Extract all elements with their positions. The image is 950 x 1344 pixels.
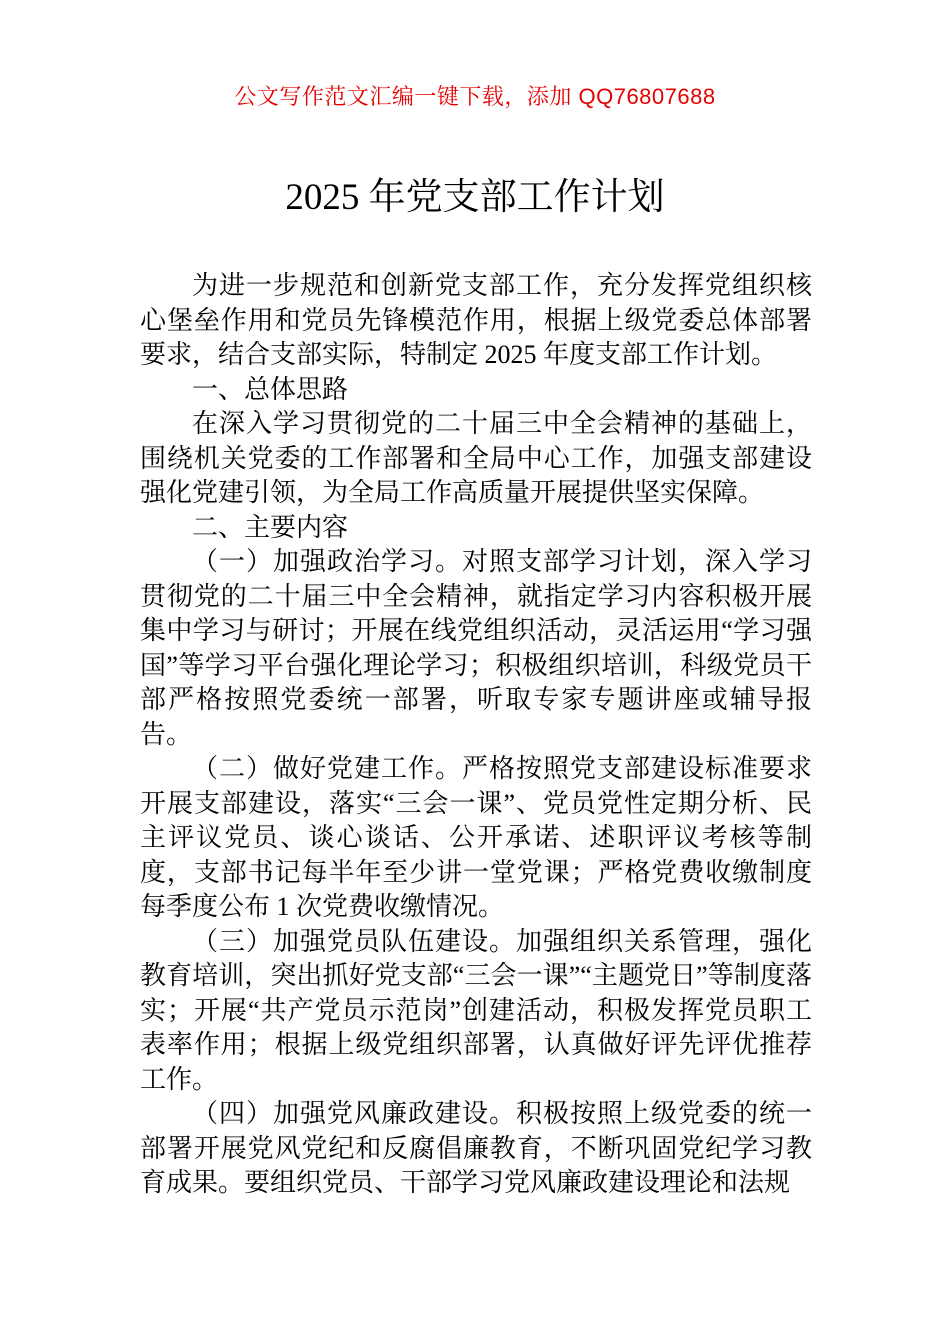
body-paragraph: （四）加强党风廉政建设。积极按照上级党委的统一部署开展党风党纪和反腐倡廉教育，不断巩固党纪学习教育成果。要组织党员、干部学习党风廉政建设理论和法规 xyxy=(140,1099,812,1197)
promo-notice-text: 公文写作范文汇编一键下载，添加 QQ76807688 xyxy=(234,84,716,109)
body-paragraph: （二）做好党建工作。严格按照党支部建设标准要求开展支部建设，落实“三会一课”、党员党性定期分析、民主评议党员、谈心谈话、公开承诺、述职评议考核等制度，支部书记每半年至少讲一堂党课；严格党费收缴制度每季度公布 1 次党费收缴情况。 xyxy=(140,754,812,921)
body-paragraph: 为进一步规范和创新党支部工作，充分发挥党组织核心堡垒作用和党员先锋模范作用，根据上级党委总体部署要求，结合支部实际，特制定 2025 年度支部工作计划。 xyxy=(140,271,812,369)
body-paragraph: （三）加强党员队伍建设。加强组织关系管理，强化教育培训，突出抓好党支部“三会一课”“主题党日”等制度落实；开展“共产党员示范岗”创建活动，积极发挥党员职工表率作用；根据上级党组织部署，认真做好评先评优推荐工作。 xyxy=(140,926,812,1094)
section-heading: 二、主要内容 xyxy=(192,512,349,542)
section-heading: 一、总体思路 xyxy=(192,374,349,404)
body-paragraph: 在深入学习贯彻党的二十届三中全会精神的基础上，围绕机关党委的工作部署和全局中心工作，加强支部建设强化党建引领，为全局工作高质量开展提供坚实保障。 xyxy=(140,409,812,507)
body-paragraph: （一）加强政治学习。对照支部学习计划，深入学习贯彻党的二十届三中全会精神，就指定学习内容积极开展集中学习与研讨；开展在线党组织活动，灵活运用“学习强国”等学习平台强化理论学习；积极组织培训，科级党员干部严格按照党委统一部署，听取专家专题讲座或辅导报告。 xyxy=(140,547,812,749)
document-body xyxy=(140,269,812,1201)
document-title: 2025 年党支部工作计划 xyxy=(285,177,665,218)
